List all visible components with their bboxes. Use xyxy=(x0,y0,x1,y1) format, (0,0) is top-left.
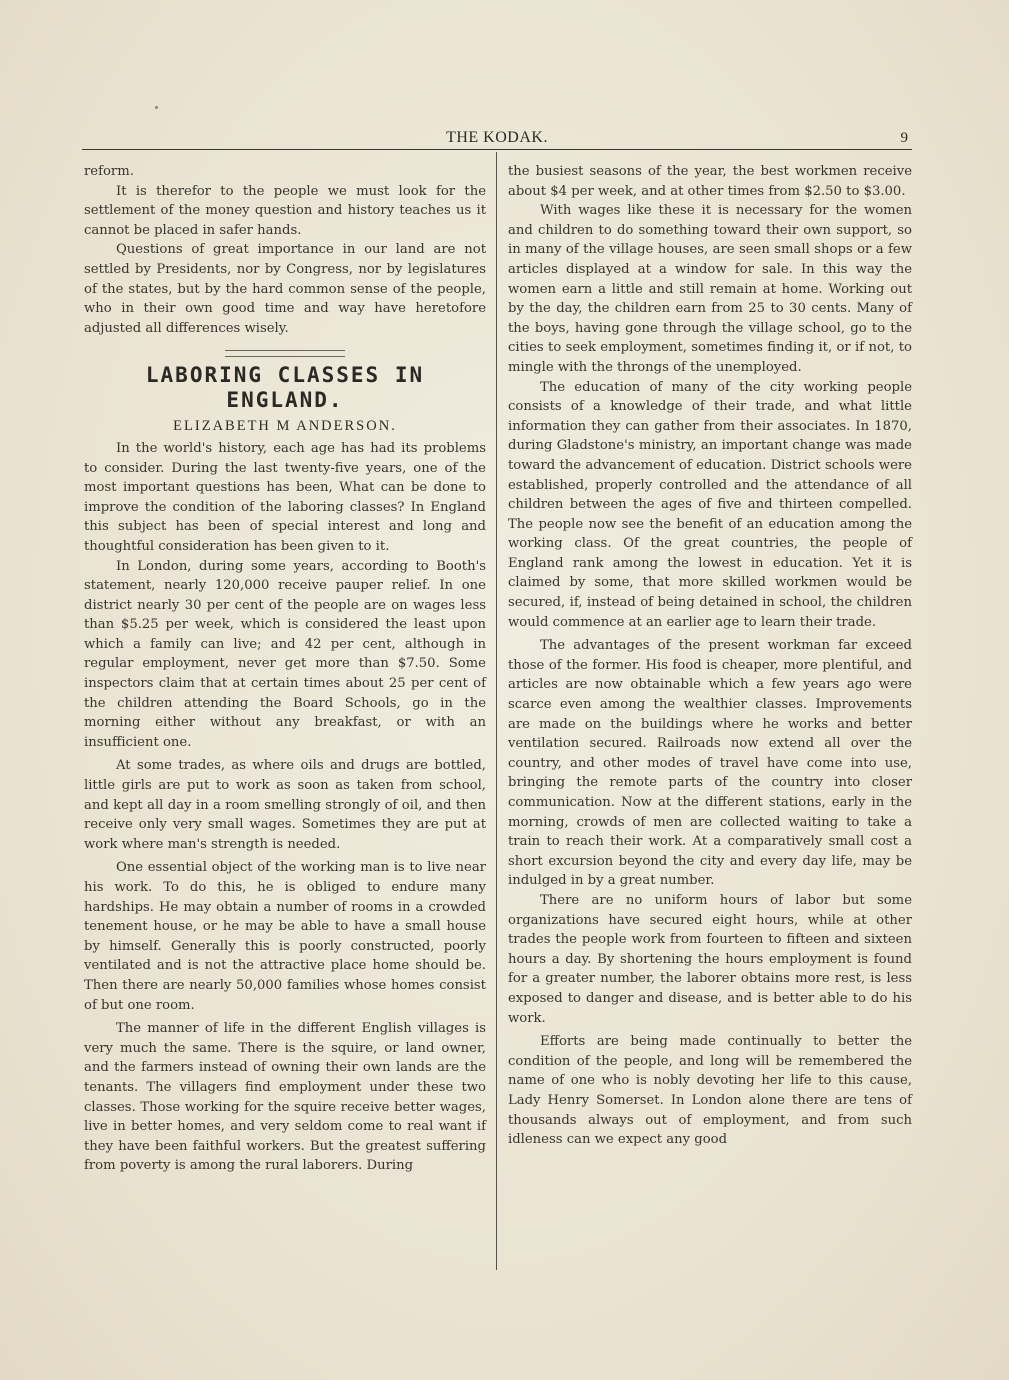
article-paragraph: The education of many of the city working people consists of a knowledge of their trade, and what little information they can gather from their associates. In 1870, during Gladstone's ministry, an important change was made toward the advancement of education. District schools were established, properly controlled and the attendance of all children between the ages of five and thirteen compelled. The people now see the benefit of an education among the working class. Of the great countries, the people of England rank among the lowest in education. Yet it is claimed by some, that more skilled workmen would be secured, if, instead of being detained in school, the children would commence at an earlier age to learn their trade. xyxy=(508,379,912,630)
publication-title: THE KODAK. xyxy=(446,129,548,146)
column-divider xyxy=(496,152,497,1270)
article-paragraph: In London, during some years, according to Booth's statement, nearly 120,000 receive pauper relief. In one district nearly 30 per cent of the people are on wages less than $5.25 per week, which is considered the least upon which a family can live; and 42 per cent, although in regular employment, never get more than $7.50. Some inspectors claim that at certain times about 25 per cent of the children attending the Board Schools, go in the morning either without any breakfast, or with an insufficient one. xyxy=(84,558,486,750)
article-paragraph: There are no uniform hours of labor but some organizations have secured eight hours, while at other trades the people work from fourteen to fifteen and sixteen hours a day. By shortening the hours employment is found for a greater number, the laborer obtains more rest, is less exposed to danger and disease, and is better able to do his work. xyxy=(508,892,912,1026)
paper-speck xyxy=(155,106,158,109)
article-paragraph: At some trades, as where oils and drugs are bottled, little girls are put to work as soon as taken from school, and kept all day in a room smelling strongly of oil, and then receive only very small wages. Sometimes they are put at work where man's strength is needed. xyxy=(84,758,486,852)
article-byline: ELIZABETH M ANDERSON. xyxy=(173,418,397,435)
section-ornament xyxy=(225,350,345,357)
article-paragraph: In the world's history, each age has had its problems to consider. During the last twenty-five years, one of the most important questions has been, What can be done to improve the condition of the laboring classes? In England this subject has been of special interest and long and thoughtful consideration has been given to it. xyxy=(84,440,486,554)
article-paragraph: The advantages of the present workman far exceed those of the former. His food is cheaper, more plentiful, and articles are now obtainable which a few years ago were scarce even among the wealthier classes. Improvements are made on the buildings where he works and better ventilation secured. Railroads now extend all over the country, and other modes of travel have come into use, bringing the remote parts of the country into closer communication. Now at the different stations, early in the morning, crowds of men are collected waiting to take a train to reach their work. At a comparatively small cost a short excursion beyond the city and every day life, may be indulged in by a great number. xyxy=(508,638,912,889)
article-paragraph: The manner of life in the different English villages is very much the same. There is the squire, or land owner, and the farmers instead of owning their own lands are the tenants. The villagers find employment under these two classes. Those working for the squire receive better wages, live in better homes, and very seldom come to real want if they have been faithful workers. But the greatest suffering from poverty is among the rural laborers. During xyxy=(84,1021,486,1174)
previous-article-paragraph: Questions of great importance in our land are not settled by Presidents, nor by Congress, nor by legislatures of the states, but by the hard common sense of the people, who in their own good time and way have heretofore adjusted all differences wisely. xyxy=(84,242,486,336)
article-paragraph: With wages like these it is necessary for the women and children to do something toward their own support, so in many of the village houses, are seen small shops or a few articles displayed at a window for sale. In this way the women earn a little and still remain at home. Working out by the day, the children earn from 25 to 30 cents. Many of the boys, having gone through the village school, go to the cities to seek employment, sometimes finding it, or if not, to mingle with the throngs of the unemployed. xyxy=(508,203,912,375)
right-column xyxy=(508,162,912,1150)
left-column xyxy=(84,162,486,1176)
article-title: LABORING CLASSES IN ENGLAND. xyxy=(145,363,425,413)
article-continuation: the busiest seasons of the year, the best workmen receive about $4 per week, and at other times from $2.50 to $3.00. xyxy=(508,164,912,199)
previous-article-paragraph: It is therefor to the people we must look for the settlement of the money question and history teaches us it cannot be placed in safer hands. xyxy=(84,183,486,238)
page-number: 9 xyxy=(900,130,908,146)
article-paragraph: One essential object of the working man is to live near his work. To do this, he is obliged to endure many hardships. He may obtain a number of rooms in a crowded tenement house, or he may be able to have a small house by himself. Generally this is poorly constructed, poorly ventilated and is not the attractive place home should be. Then there are nearly 50,000 families whose homes consist of but one room. xyxy=(84,860,486,1013)
article-paragraph: Efforts are being made continually to better the condition of the people, and long will be remembered the name of one who is nobly devoting her life to this cause, Lady Henry Somerset. In London alone there are tens of thousands always out of employment, and from such idleness can we expect any good xyxy=(508,1034,912,1148)
previous-article-ending: reform. xyxy=(84,164,134,179)
page-header xyxy=(82,127,912,150)
